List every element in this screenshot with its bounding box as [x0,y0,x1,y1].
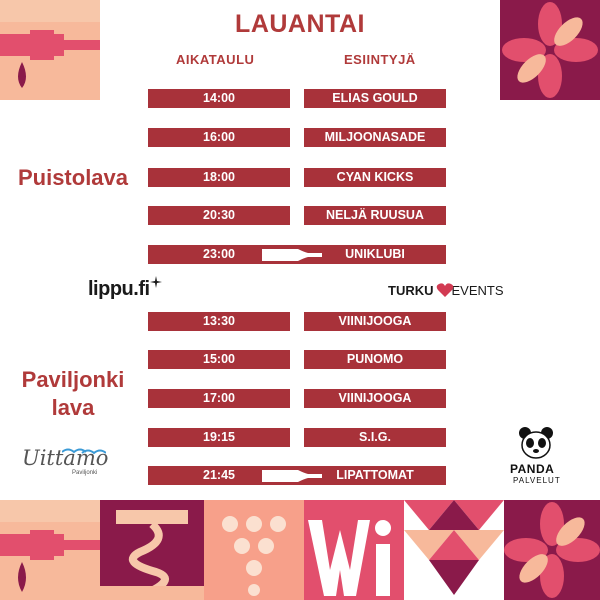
wine-bottle-icon [290,308,304,448]
slot-time: 23:00 [203,247,235,261]
slot-time: 13:30 [148,312,290,331]
turku-events-logo: TURKU EVENTS [388,283,504,298]
deco-tile-pour-bottom [0,500,100,600]
slot-time: 21:45 [203,468,235,482]
uittamo-subtitle: Paviljonki [72,470,98,476]
uittamo-logo: Uittamo [22,446,109,470]
slot-time: 20:30 [148,206,290,225]
slot-artist: UNIKLUBI [345,247,405,261]
slot-artist: MILJOONASADE [304,128,446,147]
column-header-time: AIKATAULU [176,52,255,67]
wine-bottle-icon [262,470,322,482]
column-header-artist: ESIINTYJÄ [344,52,416,67]
wine-bottle-icon [290,86,304,226]
slot-time: 14:00 [148,89,290,108]
slot-artist: NELJÄ RUUSUA [304,206,446,225]
slot-artist: S.I.G. [304,428,446,447]
slot-time: 19:15 [148,428,290,447]
panda-logo-text: PANDA [510,462,555,476]
slot-artist: CYAN KICKS [304,168,446,187]
wine-bottle-icon [262,249,322,261]
lippu-logo: lippu.fi [88,278,150,300]
slot-artist: LIPATTOMAT [336,468,414,482]
deco-tile-grapes [204,500,304,600]
deco-tile-petals-bottom [504,500,600,600]
sparkle-icon [150,276,162,288]
slot-time: 18:00 [148,168,290,187]
slot-time: 16:00 [148,128,290,147]
slot-artist: VIINIJOOGA [304,389,446,408]
bird-icon [62,446,106,456]
panda-logo-subtitle: PALVELUT [513,476,561,485]
page-title: LAUANTAI [235,10,365,38]
slot-artist: ELIAS GOULD [304,89,446,108]
slot-time: 15:00 [148,350,290,369]
slot-artist: PUNOMO [304,350,446,369]
panda-icon [518,426,554,460]
slot-time: 17:00 [148,389,290,408]
slot-artist: VIINIJOOGA [304,312,446,331]
deco-tile-triangles [404,500,504,600]
venue-name-paviljonki-lava: Paviljonki lava [21,367,125,420]
heart-icon [436,282,454,298]
deco-tile-corkscrew [100,500,204,600]
venue-name-puistolava: Puistolava [17,165,129,190]
deco-tile-wi [304,500,404,600]
